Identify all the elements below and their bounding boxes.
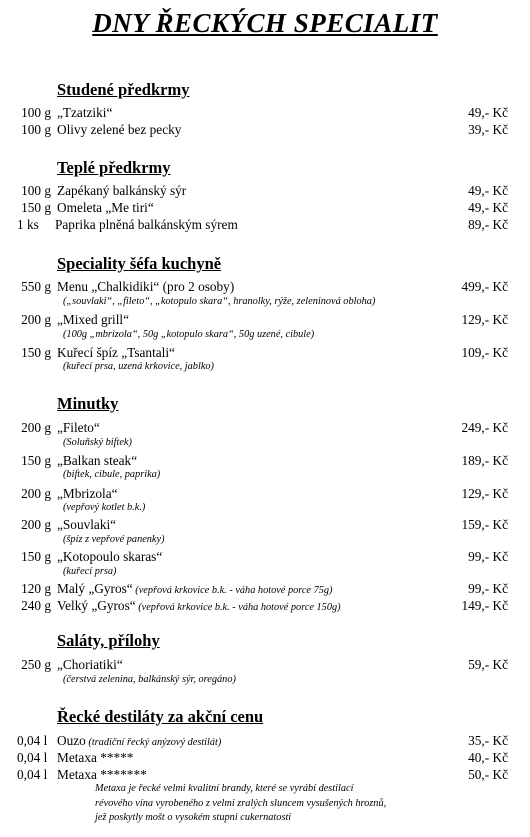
item-quantity: 200 g (21, 517, 51, 532)
item-price: 249,- Kč (461, 420, 508, 435)
item-quantity: 550 g (21, 279, 51, 294)
item-price: 59,- Kč (468, 657, 508, 672)
item-name: „Mbrizola“ (57, 486, 118, 501)
menu-item (0, 345, 530, 362)
item-name: Paprika plněná balkánským sýrem (55, 217, 238, 232)
item-quantity: 200 g (21, 486, 51, 501)
item-name: Olivy zelené bez pecky (57, 122, 182, 137)
item-quantity: 0,04 l (17, 733, 48, 748)
item-name: Metaxa ******* (57, 767, 147, 782)
item-quantity: 150 g (21, 200, 51, 215)
item-name: „Fileto“ (57, 420, 100, 435)
item-price: 89,- Kč (468, 217, 508, 232)
menu-item (0, 750, 530, 767)
menu-item (0, 105, 530, 122)
item-name: „Balkan steak“ (57, 453, 138, 468)
item-name: „Mixed grill“ (57, 312, 130, 327)
footnote-line: Metaxa je řecké velmi kvalitní brandy, které se vyrábí destilací (95, 783, 354, 794)
section-heading-cold-starters: Studené předkrmy (57, 80, 190, 99)
menu-item (0, 279, 530, 296)
menu-item (0, 312, 530, 329)
item-note: (vepřová krkovice b.k. - váha hotové porce 75g) (132, 585, 333, 596)
item-name: Zapékaný balkánský sýr (57, 183, 187, 198)
item-description: (čerstvá zelenina, balkánský sýr, oregáno) (63, 674, 236, 685)
item-price: 49,- Kč (468, 183, 508, 198)
menu-item (0, 420, 530, 437)
item-price: 159,- Kč (461, 517, 508, 532)
section-heading-chef-specials: Speciality šéfa kuchyně (57, 254, 222, 273)
menu-item (0, 733, 530, 750)
item-quantity: 1 ks (17, 217, 39, 232)
menu-item (0, 581, 530, 598)
item-price: 40,- Kč (468, 750, 508, 765)
menu-item (0, 183, 530, 200)
item-quantity: 240 g (21, 598, 51, 613)
item-price: 35,- Kč (468, 733, 508, 748)
item-name: Metaxa ***** (57, 750, 134, 765)
item-description: (kuřecí prsa, uzená krkovice, jablko) (63, 361, 214, 372)
item-quantity: 0,04 l (17, 767, 48, 782)
menu-item (0, 517, 530, 534)
menu-item (0, 549, 530, 566)
item-price: 109,- Kč (461, 345, 508, 360)
item-quantity: 200 g (21, 312, 51, 327)
metaxa-footnote (95, 782, 495, 826)
item-price: 129,- Kč (461, 312, 508, 327)
item-quantity: 150 g (21, 549, 51, 564)
item-description: (kuřecí prsa) (63, 566, 117, 577)
item-description: (biftek, cibule, paprika) (63, 469, 161, 480)
item-description: (vepřový kotlet b.k.) (63, 502, 146, 513)
item-quantity: 100 g (21, 122, 51, 137)
item-name: „Souvlaki“ (57, 517, 117, 532)
item-quantity: 150 g (21, 453, 51, 468)
item-price: 149,- Kč (461, 598, 508, 613)
section-heading-minutky: Minutky (57, 394, 119, 413)
item-quantity: 250 g (21, 657, 51, 672)
item-price: 99,- Kč (468, 581, 508, 596)
item-price: 50,- Kč (468, 767, 508, 782)
item-note: (tradiční řecký anýzový destilát) (85, 737, 222, 748)
item-price: 499,- Kč (461, 279, 508, 294)
menu-item (0, 200, 530, 217)
item-name: „Tzatziki“ (57, 105, 113, 120)
menu-item (0, 122, 530, 139)
item-price: 39,- Kč (468, 122, 508, 137)
item-note: (vepřová krkovice b.k. - váha hotové porce 150g) (135, 602, 341, 613)
menu-item (0, 657, 530, 674)
footnote-line: révového vína vyrobeného z velmi zralých sluncem vysušených hroznů, (95, 797, 387, 809)
page-title: DNY ŘECKÝCH SPECIALIT (92, 8, 438, 38)
section-heading-warm-starters: Teplé předkrmy (57, 158, 171, 177)
item-name: Velký „Gyros“ (vepřová krkovice b.k. - váha hotové porce 150g) (57, 598, 341, 613)
item-name: „Choriatiki“ (57, 657, 123, 672)
section-heading-greek-spirits: Řecké destiláty za akční cenu (57, 707, 264, 726)
item-name: Kuřecí špíz „Tsantali“ (57, 345, 175, 360)
menu-item (0, 598, 530, 615)
item-price: 189,- Kč (461, 453, 508, 468)
item-quantity: 150 g (21, 345, 51, 360)
item-quantity: 0,04 l (17, 750, 48, 765)
item-name: Ouzo (tradiční řecký anýzový destilát) (57, 733, 222, 748)
item-name: „Kotopoulo skaras“ (57, 549, 163, 564)
item-quantity: 120 g (21, 581, 51, 596)
item-description: (100g „mbrizola“, 50g „kotopulo skara“, 50g uzené, cibule) (63, 329, 315, 340)
section-heading-salads: Saláty, přílohy (57, 631, 160, 650)
item-price: 129,- Kč (461, 486, 508, 501)
item-quantity: 200 g (21, 420, 51, 435)
item-name: Menu „Chalkidiki“ (pro 2 osoby) (57, 279, 235, 294)
item-description: (Soluňský biftek) (63, 437, 132, 448)
item-price: 99,- Kč (468, 549, 508, 564)
item-price: 49,- Kč (468, 105, 508, 120)
footnote-line: jež poskytly mošt o vysokém stupni cukernatosti (95, 812, 292, 823)
item-price: 49,- Kč (468, 200, 508, 215)
item-description: („souvlaki“, „fileto“, „kotopulo skara“, hranolky, rýže, zeleninová obloha) (63, 296, 376, 307)
item-description: (špíz z vepřové panenky) (63, 534, 165, 545)
item-quantity: 100 g (21, 183, 51, 198)
menu-item (0, 217, 530, 234)
menu-item (0, 453, 530, 470)
item-name: Omeleta „Me tiri“ (57, 200, 154, 215)
menu-item (0, 486, 530, 503)
item-name: Malý „Gyros“ (vepřová krkovice b.k. - váha hotové porce 75g) (57, 581, 333, 596)
item-quantity: 100 g (21, 105, 51, 120)
